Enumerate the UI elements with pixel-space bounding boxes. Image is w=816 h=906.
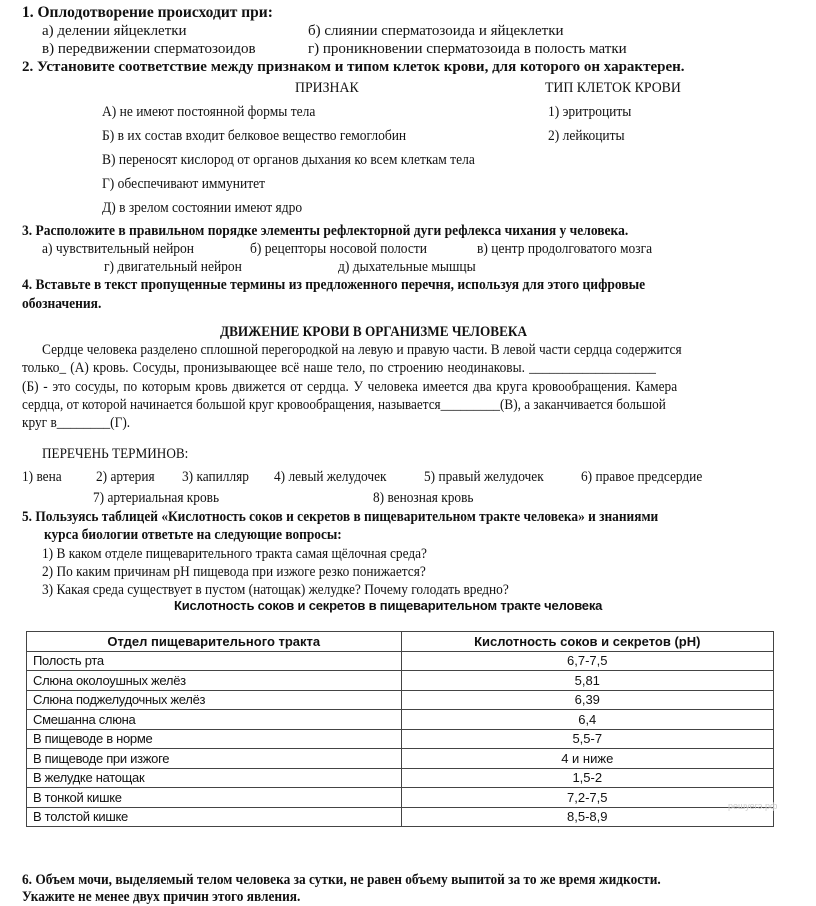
q3-option-b: б) рецепторы носовой полости [250, 241, 428, 257]
q4-text-line-2: только_ (А) кровь. Сосуды, пронизывающее всё наше тело, по строению неодинаковы. ___________________ [22, 360, 656, 376]
watermark: решуегэ.рф [728, 801, 778, 811]
q4-term-5: 5) правый желудочек [424, 469, 544, 485]
q3-option-v: в) центр продолговатого мозга [477, 241, 653, 257]
q4-text-line-1: Сердце человека разделено сплошной перегородкой на левую и правую части. В левой части сердца содержится [42, 342, 682, 358]
table-row [27, 671, 774, 691]
question-4-title-line2: обозначения. [22, 296, 102, 312]
table-row [27, 690, 774, 710]
q4-term-1: 1) вена [22, 469, 62, 485]
question-1-title: 1. Оплодотворение происходит при: [22, 4, 273, 21]
table-cell-ph: 6,39 [401, 690, 773, 710]
table-cell-section: В желудке натощак [27, 768, 402, 788]
table-row [27, 807, 774, 827]
q4-term-7: 7) артериальная кровь [93, 490, 220, 506]
q1-option-g: г) проникновении сперматозоида в полость матки [308, 41, 627, 57]
q5-table-caption: Кислотность соков и секретов в пищеварительном тракте человека [174, 598, 603, 613]
question-6-title-line2: Укажите не менее двух причин этого явления. [22, 889, 301, 905]
q2-col-feature-header: ПРИЗНАК [295, 80, 359, 96]
table-cell-section: В толстой кишке [27, 807, 402, 827]
q2-feature-g: Г) обеспечивают иммунитет [102, 176, 266, 192]
q4-term-4: 4) левый желудочек [274, 469, 387, 485]
table-cell-ph: 6,7-7,5 [401, 651, 773, 671]
table-row [27, 710, 774, 730]
q4-term-2: 2) артерия [96, 469, 155, 485]
table-header-section: Отдел пищеварительного тракта [27, 632, 402, 652]
q4-text-heading: ДВИЖЕНИЕ КРОВИ В ОРГАНИЗМЕ ЧЕЛОВЕКА [220, 324, 527, 340]
table-row [27, 651, 774, 671]
table-cell-ph: 8,5-8,9 [401, 807, 773, 827]
q5-question-1: 1) В каком отделе пищеварительного тракта самая щёлочная среда? [42, 546, 427, 562]
q4-text-line-5: круг в________(Г). [22, 415, 131, 431]
q5-question-2: 2) По каким причинам pH пищевода при изжоге резко понижается? [42, 564, 426, 580]
table-cell-section: В тонкой кишке [27, 788, 402, 808]
table-cell-ph: 7,2-7,5 [401, 788, 773, 808]
table-cell-section: Смешанна слюна [27, 710, 402, 730]
q2-feature-d: Д) в зрелом состоянии имеют ядро [102, 200, 303, 216]
table-row [27, 729, 774, 749]
q2-type-2: 2) лейкоциты [548, 128, 625, 144]
q4-term-6: 6) правое предсердие [581, 469, 703, 485]
q2-feature-v: В) переносят кислород от органов дыхания ко всем клеткам тела [102, 152, 475, 168]
q5-question-3: 3) Какая среда существует в пустом (натощак) желудке? Почему голодать вредно? [42, 582, 509, 598]
q3-option-d: д) дыхательные мышцы [338, 259, 476, 275]
q2-type-1: 1) эритроциты [548, 104, 632, 120]
question-5-title-line1: 5. Пользуясь таблицей «Кислотность соков и секретов в пищеварительном тракте человека» и знаниями [22, 509, 659, 525]
table-header-ph: Кислотность соков и секретов (pH) [401, 632, 773, 652]
q2-feature-b: Б) в их состав входит белковое вещество гемоглобин [102, 128, 407, 144]
q1-option-b: б) слиянии сперматозоида и яйцеклетки [308, 23, 564, 39]
q4-term-3: 3) капилляр [182, 469, 249, 485]
table-cell-ph: 5,81 [401, 671, 773, 691]
table-row [27, 768, 774, 788]
q1-option-v: в) передвижении сперматозоидов [42, 41, 256, 57]
q2-col-type-header: ТИП КЛЕТОК КРОВИ [545, 80, 681, 96]
q1-option-a: а) делении яйцеклетки [42, 23, 187, 39]
question-3-title: 3. Расположите в правильном порядке элементы рефлекторной дуги рефлекса чихания у человека. [22, 223, 629, 239]
q3-option-a: а) чувствительный нейрон [42, 241, 195, 257]
question-2-title: 2. Установите соответствие между признаком и типом клеток крови, для которого он характерен. [22, 59, 685, 75]
acidity-table [26, 631, 774, 827]
q4-term-8: 8) венозная кровь [373, 490, 474, 506]
table-cell-section: Слюна околоушных желёз [27, 671, 402, 691]
question-5-title-line2: курса биологии ответьте на следующие вопросы: [44, 527, 342, 543]
table-cell-section: Слюна поджелудочных желёз [27, 690, 402, 710]
table-cell-section: В пищеводе при изжоге [27, 749, 402, 769]
q4-terms-heading: ПЕРЕЧЕНЬ ТЕРМИНОВ: [42, 446, 189, 462]
table-cell-section: Полость рта [27, 651, 402, 671]
table-header-row [27, 632, 774, 652]
table-cell-ph: 1,5-2 [401, 768, 773, 788]
table-cell-ph: 4 и ниже [401, 749, 773, 769]
question-6-title-line1: 6. Объем мочи, выделяемый телом человека за сутки, не равен объему выпитой за то же время жидкости. [22, 872, 661, 888]
table-cell-section: В пищеводе в норме [27, 729, 402, 749]
q4-text-line-4: сердца, от которой начинается большой круг кровообращения, называется_________(В), а заканчивается большой [22, 397, 666, 413]
q3-option-g: г) двигательный нейрон [104, 259, 242, 275]
q2-feature-a: А) не имеют постоянной формы тела [102, 104, 316, 120]
table-cell-ph: 6,4 [401, 710, 773, 730]
q4-text-line-3: (Б) - это сосуды, по которым кровь движется от сердца. У человека имеется два круга кровообращения. Камера [22, 379, 678, 395]
table-cell-ph: 5,5-7 [401, 729, 773, 749]
table-row [27, 749, 774, 769]
question-4-title-line1: 4. Вставьте в текст пропущенные термины из предложенного перечня, используя для этого цифровые [22, 277, 646, 293]
table-row [27, 788, 774, 808]
